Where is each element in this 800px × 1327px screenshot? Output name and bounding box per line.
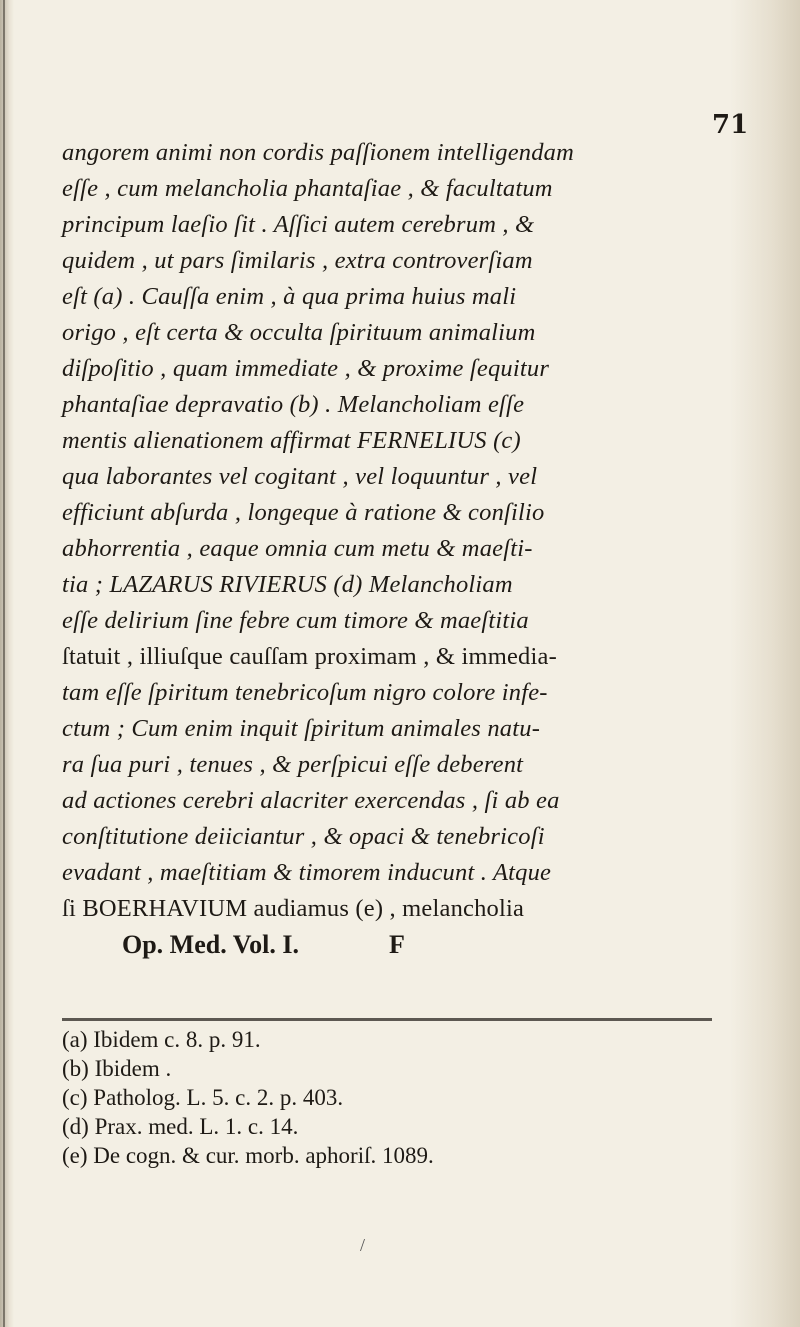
binding-rule <box>3 0 5 1327</box>
text-line: abhorrentia , eaque omnia cum metu & maeſti- <box>62 535 533 562</box>
footnote-item: (d) Prax. med. L. 1. c. 14. <box>62 1114 299 1139</box>
footnote-item: (e) De cogn. & cur. morb. aphoriſ. 1089. <box>62 1143 434 1168</box>
text-line: phantaſiae depravatio (b) . Melancholiam eſſe <box>62 391 525 418</box>
footnotes <box>62 1025 662 1170</box>
text-line: tam eſſe ſpiritum tenebricoſum nigro colore infe- <box>62 679 548 706</box>
text-line: ſtatuit , illiuſque cauſſam proximam , & immedia- <box>62 643 557 670</box>
text-line: origo , eſt certa & occulta ſpirituum animalium <box>62 319 536 346</box>
text-line: principum laeſio ſit . Aſſici autem cerebrum , & <box>62 211 535 238</box>
text-line: qua laborantes vel cogitant , vel loquuntur , vel <box>62 463 538 490</box>
bottom-mark: / <box>360 1235 366 1255</box>
text-line: eſt (a) . Cauſſa enim , à qua prima huius mali <box>62 283 517 310</box>
text-line: eſſe delirium ſine febre cum timore & maeſtitia <box>62 607 529 634</box>
footnote-item: (a) Ibidem c. 8. p. 91. <box>62 1027 261 1052</box>
page-number: 71 <box>712 110 749 140</box>
text-line: evadant , maeſtitiam & timorem inducunt . Atque <box>62 859 552 886</box>
text-line: efficiunt abſurda , longeque à ratione & conſilio <box>62 499 545 526</box>
signature-line <box>62 927 722 963</box>
main-text-block <box>62 135 722 963</box>
text-line: ra ſua puri , tenues , & perſpicui eſſe deberent <box>62 751 524 778</box>
text-line: ctum ; Cum enim inquit ſpiritum animales natu- <box>62 715 541 742</box>
text-line: diſpoſitio , quam immediate , & proxime ſequitur <box>62 355 550 382</box>
text-line: angorem animi non cordis paſſionem intelligendam <box>62 139 575 166</box>
footnote-item: (c) Patholog. L. 5. c. 2. p. 403. <box>62 1085 344 1110</box>
page-right-edge <box>730 0 800 1327</box>
footnote-divider <box>62 1018 712 1021</box>
text-line: ſi BOERHAVIUM audiamus (e) , melancholia <box>62 895 525 922</box>
text-line: conſtitutione deiiciantur , & opaci & tenebricoſi <box>62 823 545 850</box>
text-line: quidem , ut pars ſimilaris , extra controverſiam <box>62 247 533 274</box>
signature-mark: F <box>389 930 405 959</box>
text-line: tia ; LAZARUS RIVIERUS (d) Melancholiam <box>62 571 513 598</box>
signature-left: Op. Med. Vol. I. <box>122 930 299 959</box>
text-line: ad actiones cerebri alacriter exercendas , ſi ab ea <box>62 787 560 814</box>
text-line: mentis alienationem affirmat FERNELIUS (c) <box>62 427 521 454</box>
footnote-item: (b) Ibidem . <box>62 1056 172 1081</box>
text-line: eſſe , cum melancholia phantaſiae , & facultatum <box>62 175 553 202</box>
